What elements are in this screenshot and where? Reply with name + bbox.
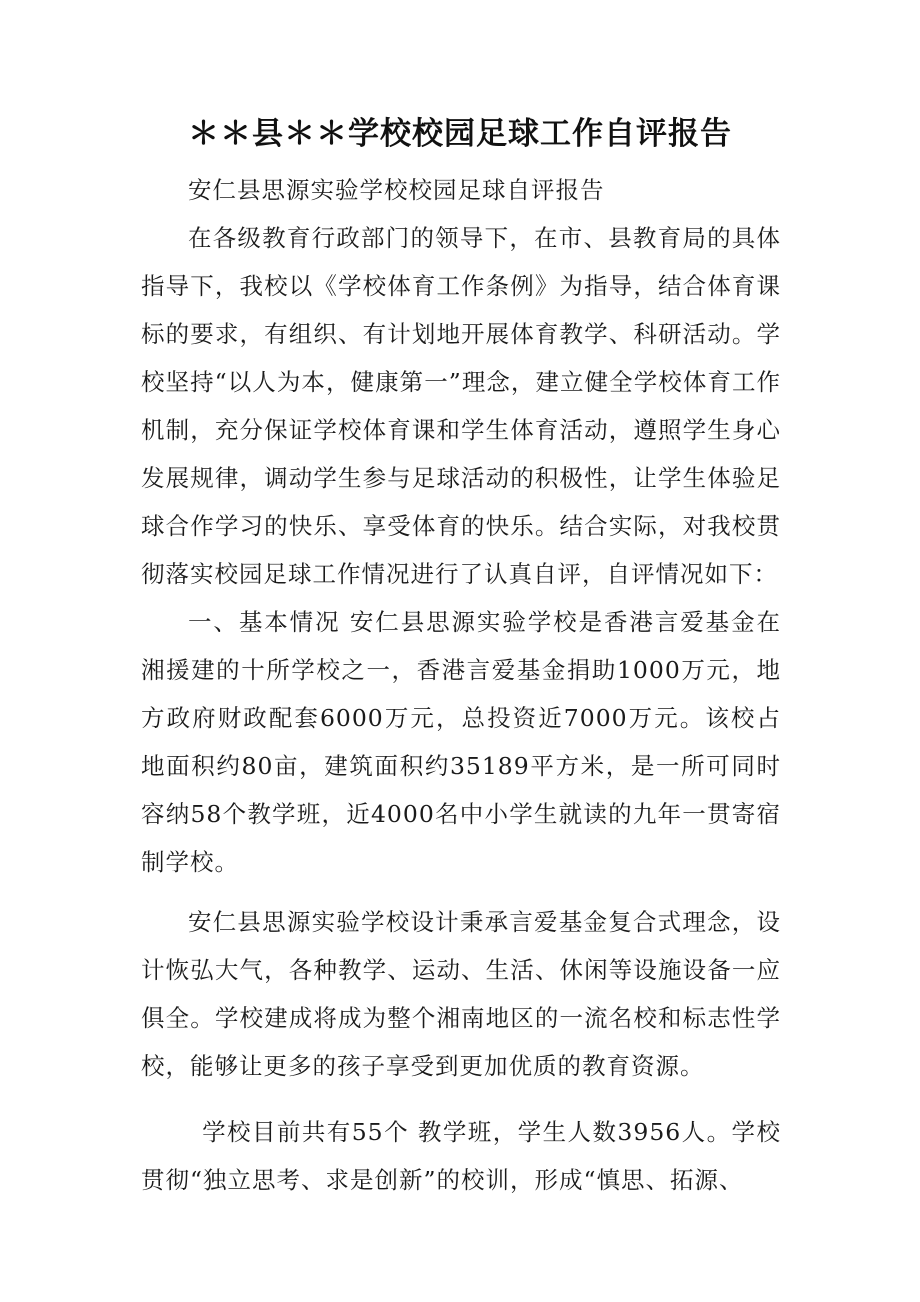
school-size-paragraph: 学校目前共有55个 教学班，学生人数3956人。学校贯彻“独立思考、求是创新”的校训，形成“慎思、拓源、: [141, 1118, 781, 1194]
document-body: [141, 166, 781, 1204]
design-paragraph: 安仁县思源实验学校设计秉承言爱基金复合式理念，设计恢弘大气，各种教学、运动、生活、休闲等设施设备一应俱全。学校建成将成为整个湘南地区的一流名校和标志性学校，能够让更多的孩子享受到更加优质的教育资源。: [141, 908, 781, 1080]
subtitle-paragraph: 安仁县思源实验学校校园足球自评报告: [188, 176, 605, 204]
intro-paragraph: 在各级教育行政部门的领导下，在市、县教育局的具体指导下，我校以《学校体育工作条例》为指导，结合体育课标的要求，有组织、有计划地开展体育教学、科研活动。学校坚持“以人为本，健康第一”理念，建立健全学校体育工作机制，充分保证学校体育课和学生体育活动，遵照学生身心发展规律，调动学生参与足球活动的积极性，让学生体验足球合作学习的快乐、享受体育的快乐。结合实际，对我校贯彻落实校园足球工作情况进行了认真自评，自评情况如下：: [141, 224, 781, 588]
document-title: ＊＊县＊＊学校校园足球工作自评报告: [188, 116, 732, 152]
basic-info-paragraph: 一、基本情况 安仁县思源实验学校是香港言爱基金在湘援建的十所学校之一，香港言爱基金捐助1000万元，地方政府财政配套6000万元，总投资近7000万元。该校占地面积约80亩，建筑面积约35189平方米，是一所可同时容纳58个教学班，近4000名中小学生就读的九年一贯寄宿制学校。: [141, 608, 781, 876]
